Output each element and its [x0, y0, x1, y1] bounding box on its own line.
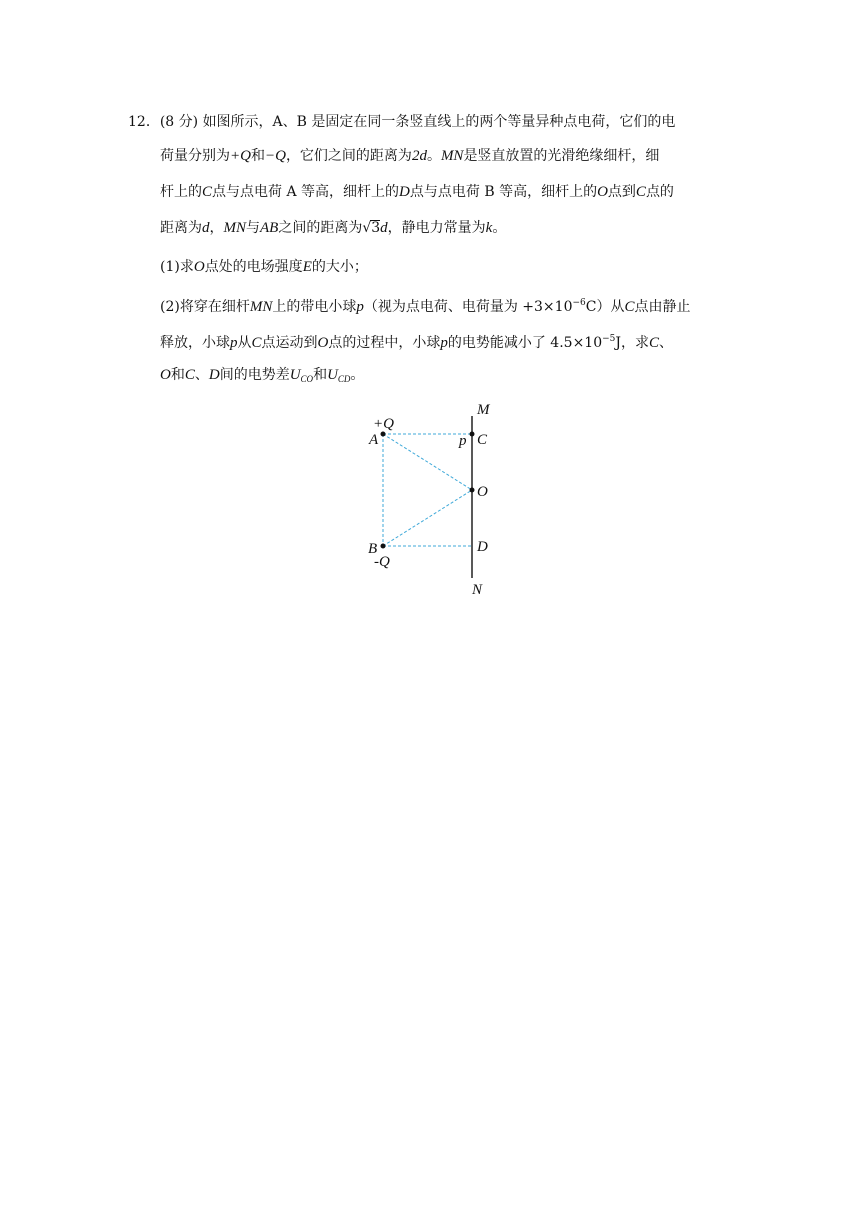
- question-2-line-2: [160, 329, 673, 353]
- text: 点的: [645, 184, 674, 200]
- text: ，静电力常量为: [387, 220, 486, 236]
- exponent: −5: [602, 334, 616, 344]
- point-c: C: [649, 335, 660, 351]
- var-d: d: [380, 220, 388, 236]
- text: 从: [237, 335, 252, 351]
- point-o: O: [160, 367, 171, 383]
- text: 。: [426, 148, 441, 164]
- point-c: C: [184, 367, 195, 383]
- text: ，它们之间的距离为: [285, 148, 412, 164]
- question-1: [160, 257, 368, 277]
- problem-figure: [360, 398, 500, 598]
- text: 点到: [607, 184, 636, 200]
- problem-line-1: 12．(8 分) 如图所示，A、B 是固定在同一条竖直线上的两个等量异种点电荷，它们的电: [128, 114, 676, 130]
- text: (2)将穿在细杆: [160, 299, 250, 315]
- label-d: D: [477, 539, 488, 555]
- problem-line-2: [160, 146, 659, 166]
- text: 的大小；: [311, 259, 368, 275]
- exponent: −6: [572, 298, 586, 308]
- problem-score: (8 分): [159, 114, 199, 130]
- text: 点处的电场强度: [204, 259, 303, 275]
- problem-number: 12: [128, 114, 146, 130]
- label-c: C: [477, 432, 488, 448]
- var-u: U: [289, 367, 301, 383]
- problem-line-4: [160, 218, 506, 238]
- text: 。: [350, 367, 365, 383]
- figure-svg: [360, 398, 500, 598]
- label-m: M: [477, 402, 490, 418]
- text: 和: [170, 367, 185, 383]
- text: 。: [492, 220, 507, 236]
- text: 之间的距离为: [278, 220, 363, 236]
- problem-line-3: [160, 182, 674, 202]
- text: 间的电势差: [219, 367, 290, 383]
- text: 、: [194, 367, 209, 383]
- label-plus-q: +Q: [373, 416, 394, 432]
- text: J，求: [615, 335, 650, 351]
- text: 和: [313, 367, 328, 383]
- text: 上的带电小球: [272, 299, 357, 315]
- charge-a-dot: [381, 432, 386, 437]
- label-p: p: [459, 433, 467, 449]
- var-k: k: [485, 220, 493, 236]
- point-c: C: [202, 184, 213, 200]
- point-c: C: [251, 335, 262, 351]
- text: ，: [209, 220, 224, 236]
- label-o: O: [477, 484, 488, 500]
- ball-p: p: [230, 335, 238, 351]
- point-c: C: [635, 184, 646, 200]
- point-o: O: [317, 335, 329, 351]
- text: (1)求: [160, 259, 194, 275]
- rod-mn: MN: [440, 148, 464, 164]
- text: 点的过程中，小球: [328, 335, 441, 351]
- text: 是竖直放置的光滑绝缘细杆，细: [463, 148, 660, 164]
- point-c: C: [624, 299, 635, 315]
- ball-p: p: [440, 335, 448, 351]
- point-o: O: [597, 184, 608, 200]
- label-a: A: [369, 432, 379, 448]
- text: 杆上的: [160, 184, 202, 200]
- segment-ab: AB: [260, 220, 279, 236]
- point-c-dot: [470, 432, 475, 437]
- distance-2d: 2d: [411, 148, 427, 164]
- problem-text: 如图所示，A、B 是固定在同一条竖直线上的两个等量异种点电荷，它们的电: [202, 114, 676, 130]
- charge-minus-q: −Q: [264, 148, 286, 164]
- question-2: [160, 293, 691, 317]
- sqrt-3d: √3d: [362, 220, 388, 236]
- text: 、: [659, 335, 674, 351]
- text: 荷量分别为: [160, 148, 230, 164]
- point-o-dot: [470, 488, 475, 493]
- text: （视为点电荷、电荷量为 +3×10: [363, 299, 573, 315]
- point-o: O: [193, 259, 205, 275]
- point-d: D: [208, 367, 220, 383]
- text: 和: [250, 148, 265, 164]
- charge-plus-q: +Q: [230, 148, 251, 164]
- text: 点与点电荷 A 等高，细杆上的: [212, 184, 400, 200]
- text: 与: [246, 220, 260, 236]
- question-2-line-3: [160, 365, 364, 389]
- var-e: E: [302, 259, 312, 275]
- text: 点由静止: [634, 299, 691, 315]
- label-n: N: [472, 582, 483, 598]
- text: 的电势能减小了 4.5×10: [447, 335, 603, 351]
- var-d: d: [202, 220, 210, 236]
- dashed-line-bo: [383, 490, 472, 546]
- var-u: U: [327, 367, 338, 383]
- charge-b-dot: [381, 544, 386, 549]
- rod-mn: MN: [249, 299, 273, 315]
- rod-mn: MN: [223, 220, 246, 236]
- text: C）从: [585, 299, 625, 315]
- subscript-co: CO: [300, 374, 314, 384]
- text: 点与点电荷 B 等高，细杆上的: [409, 184, 598, 200]
- text: 点运动到: [261, 335, 318, 351]
- label-minus-q: -Q: [374, 554, 390, 570]
- subscript-cd: CD: [337, 374, 351, 384]
- text: 释放，小球: [160, 335, 230, 351]
- point-d: D: [399, 184, 410, 200]
- sqrt-radicand: 3: [371, 220, 381, 236]
- text: 距离为: [160, 220, 202, 236]
- label-b: B: [368, 541, 378, 557]
- ball-p: p: [356, 299, 364, 315]
